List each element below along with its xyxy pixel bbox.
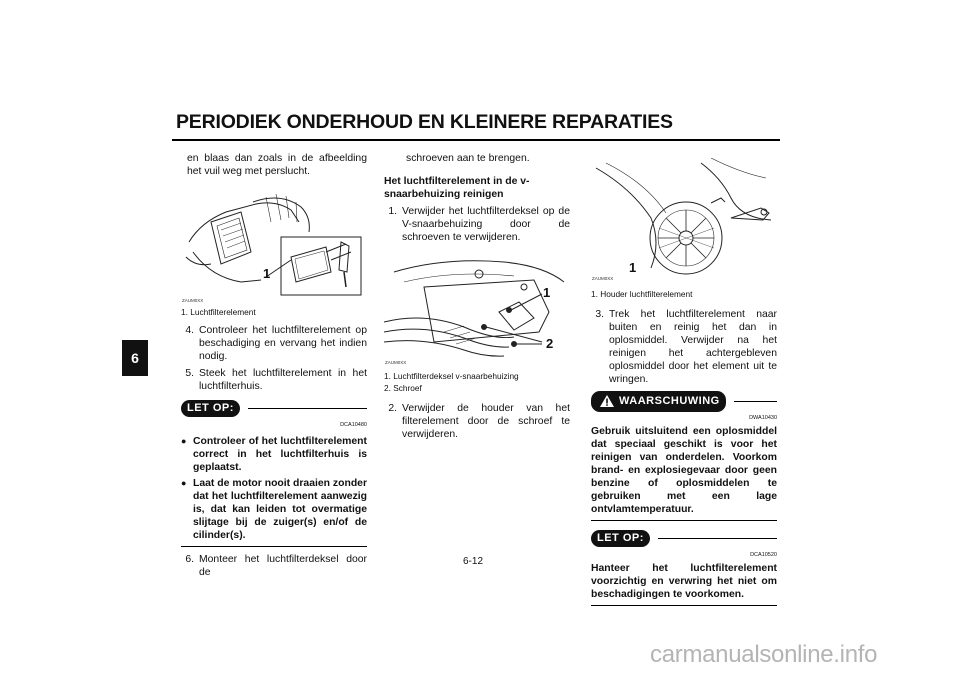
col1-intro: en blaas dan zoals in de afbeelding het vuil weg met perslucht. [187, 153, 367, 177]
notice-code: DCA10520 [750, 552, 777, 558]
warning-badge [591, 391, 726, 412]
warning-label: WAARSCHUWING [619, 394, 720, 407]
notice-warning [591, 392, 777, 410]
step-3 [591, 308, 777, 386]
filter-holder-illustration [591, 158, 777, 278]
figure1-callout: 1 [263, 266, 271, 281]
bullet-text: Laat de motor nooit draaien zonder dat het luchtfilterelement aanwezig is, dat kan leiden tot overmatige slijtage bij de zuiger(s) en/of de cilinder(s). [193, 478, 367, 541]
step-1-num: 1. [388, 206, 397, 217]
belt-case-illustration [384, 252, 570, 364]
figure2-callout-1: 1 [543, 285, 551, 300]
figure1-caption: 1. Luchtfilterelement [181, 307, 256, 317]
step-1-text: Verwijder het luchtfilterdeksel op de V-snaarbehuizing door de schroeven te verwijderen. [402, 206, 570, 243]
warning-text: Gebruik uitsluitend een oplosmiddel dat speciaal geschikt is voor het reinigen van onderdelen. Voorkom brand- en explosiegevaar door geen benzine of oplosmiddelen te gebruiken met een lage ontvlamtemperatuur. [591, 426, 777, 515]
notice-end-rule [591, 520, 777, 521]
notice-bullet [181, 477, 367, 542]
step-6-text: Monteer het luchtfilterdeksel door de [199, 554, 367, 578]
step-5 [181, 367, 367, 393]
watermark: carmanualsonline.info [650, 641, 878, 668]
figure1-code: ZAUM0XX [182, 298, 204, 303]
notice-caution-2 [591, 529, 777, 547]
step-4-num: 4. [185, 325, 194, 336]
warning-triangle-icon [597, 393, 617, 410]
notice-end-rule [591, 605, 777, 606]
figure-filter-holder [591, 158, 777, 281]
figure-air-filter-element [181, 182, 367, 302]
page-number: 6-12 [463, 556, 484, 567]
notice-code: DCA10480 [340, 422, 367, 428]
figure2-caption-2: 2. Schroef [384, 383, 422, 393]
step-4 [181, 324, 367, 363]
notice-end-rule [181, 546, 367, 547]
bullet-text: Controleer of het luchtfilterelement correct in het luchtfilterhuis is geplaatst. [193, 436, 367, 473]
step-5-text: Steek het luchtfilterelement in het luchtfilterhuis. [199, 368, 367, 392]
step-4-text: Controleer het luchtfilterelement op beschadiging en vervang het indien nodig. [199, 325, 367, 362]
section-heading: Het luchtfilterelement in de v-snaarbehuizing reinigen [384, 176, 530, 200]
notice-line [248, 408, 367, 409]
notice-badge: LET OP: [181, 400, 240, 417]
figure3-caption: 1. Houder luchtfilterelement [591, 289, 693, 299]
col2-intro: schroeven aan te brengen. [406, 153, 530, 164]
title-rule [172, 139, 780, 141]
step-2-text: Verwijder de houder van het filterelement door de schroef te verwijderen. [402, 403, 570, 440]
figure-belt-case-cover [384, 252, 570, 364]
notice-body: Hanteer het luchtfilterelement voorzichtig en verwring het niet om beschadigingen te voorkomen. [591, 563, 777, 600]
bullet-dot-icon: ● [181, 436, 187, 446]
step-3-num: 3. [595, 309, 604, 320]
air-filter-illustration [181, 182, 367, 302]
chapter-tab[interactable]: 6 [122, 340, 148, 376]
figure2-code: ZAUM0XX [385, 360, 407, 365]
notice-caution-1 [181, 399, 367, 417]
step-6 [181, 553, 367, 579]
notice-bullet [181, 435, 367, 474]
notice-badge: LET OP: [591, 530, 650, 547]
step-5-num: 5. [185, 368, 194, 379]
column-2 [384, 152, 570, 445]
figure2-caption-1: 1. Luchtfilterdeksel v-snaarbehuizing [384, 371, 519, 381]
notice-line [734, 401, 777, 402]
warning-code: DWA10430 [749, 415, 777, 421]
figure3-callout: 1 [629, 260, 637, 275]
bullet-dot-icon: ● [181, 478, 187, 488]
notice-body [181, 435, 367, 542]
step-2 [384, 402, 570, 441]
figure3-code: ZAUM0XX [592, 276, 614, 281]
page-title: PERIODIEK ONDERHOUD EN KLEINERE REPARATIES [176, 111, 673, 133]
step-6-num: 6. [185, 554, 194, 565]
column-3 [591, 158, 777, 606]
notice-line [658, 538, 777, 539]
column-1 [181, 152, 367, 583]
step-3-text: Trek het luchtfilterelement naar buiten en reinig het dan in oplosmiddel. Verwijder na het reinigen het achtergebleven oplosmiddel door het element uit te wringen. [609, 309, 777, 385]
step-1 [384, 205, 570, 244]
figure2-callout-2: 2 [546, 336, 554, 351]
step-2-num: 2. [388, 403, 397, 414]
